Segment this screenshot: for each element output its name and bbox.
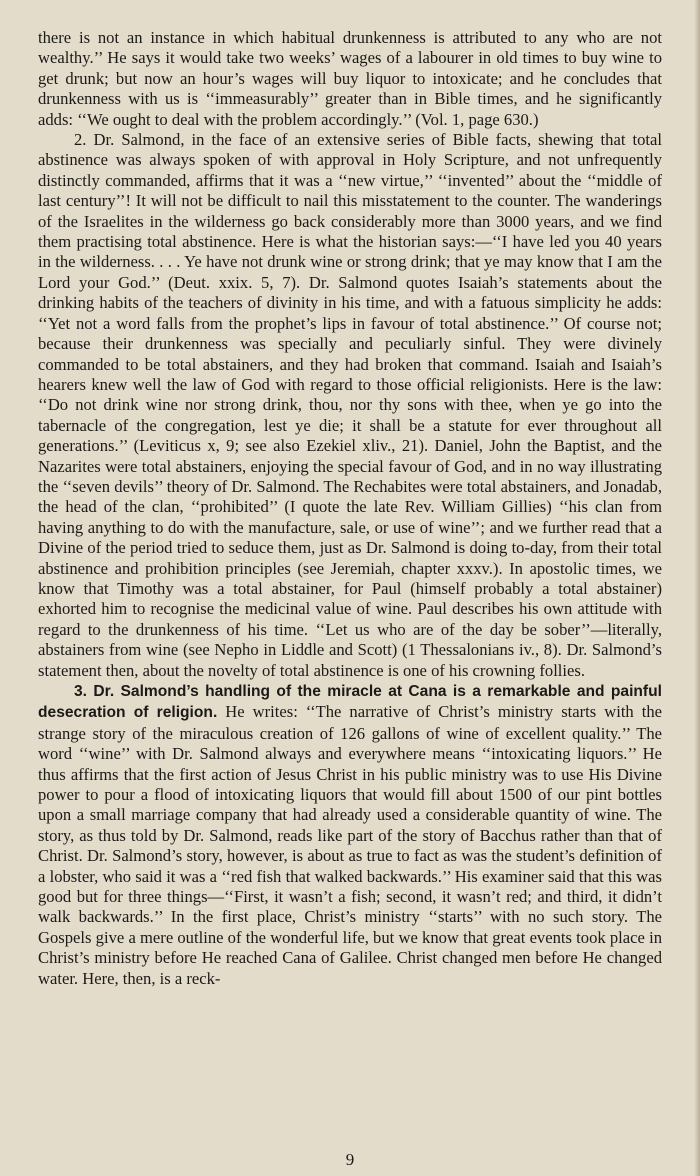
paragraph-1: there is not an instance in which habitual drunkenness is attributed to any who are not wealthy.’’ He says it would take two weeks’ wages of a labourer in old times to buy wine to get drunk; but now an hour’s wages will buy liquor to intoxicate; and he concludes that drunkenness with us is ‘‘immeasurably’’ greater than in Bible times, and he significantly adds: ‘‘We ought to deal with the problem accordingly.’’ (Vol. 1, page 630.) (38, 28, 662, 129)
paragraph-3 (38, 681, 662, 989)
page-body (38, 28, 662, 989)
paragraph-3-heading: 3. Dr. Salmond’s handling of the miracle at Cana is a remarkable and painful desecration of religion. (38, 683, 662, 722)
scan-edge (694, 0, 700, 1176)
paragraph-2: 2. Dr. Salmond, in the face of an extensive series of Bible facts, shewing that total abstinence was always spoken of with approval in Holy Scripture, and not unfrequently distinctly commanded, affirms that it was a ‘‘new virtue,’’ ‘‘invented’’ about the ‘‘middle of last century’’! It will not be difficult to nail this misstatement to the counter. The wanderings of the Israelites in the wilderness go back considerably more than 3000 years, and we find them practising total abstinence. Here is what the historian says:—‘‘I have led you 40 years in the wilderness. . . . Ye have not drunk wine or strong drink; that ye may know that I am the Lord your God.’’ (Deut. xxix. 5, 7). Dr. Salmond quotes Isaiah’s statements about the drinking habits of the teachers of divinity in his time, and with a fatuous simplicity he adds: ‘‘Yet not a word falls from the prophet’s lips in favour of total abstinence.’’ Of course not; because their drunkenness was specially and peculiarly sinful. They were divinely commanded to be total abstainers, and they had broken that command. Isaiah and Isaiah’s hearers knew well the law of God with regard to those official religionists. Here is the law: ‘‘Do not drink wine nor strong drink, thou, nor thy sons with thee, when ye go into the tabernacle of the congregation, lest ye die; it shall be a statute for ever throughout all generations.’’ (Leviticus x, 9; see also Ezekiel xliv., 21). Daniel, John the Baptist, and the Nazarites were total abstainers, enjoying the special favour of God, and in no way illustrating the ‘‘seven devils’’ theory of Dr. Salmond. The Rechabites were total abstainers, and Jonadab, the head of the clan, ‘‘prohibited’’ (I quote the late Rev. William Gillies) ‘‘his clan from having anything to do with the manufacture, sale, or use of wine’’; and we further read that a Divine of the period tried to seduce them, just as Dr. Salmond is doing to-day, from their total abstinence and prohibition principles (see Jeremiah, chapter xxxv.). In apostolic times, we know that Timothy was a total abstainer, for Paul (himself probably a total abstainer) exhorted him to recognise the medicinal value of wine. Paul describes his own attitude with regard to the drunkenness of his time. ‘‘Let us who are of the day be sober’’—literally, abstainers from wine (see Nepho in Liddle and Scott) (1 Thessalonians iv., 8). Dr. Salmond’s statement then, about the novelty of total abstinence is one of his crowning follies. (38, 130, 662, 680)
paragraph-3-body: He writes: ‘‘The narrative of Christ’s ministry starts with the strange story of the miraculous creation of 126 gallons of wine of excellent quality.’’ The word ‘‘wine’’ with Dr. Salmond always and everywhere means ‘‘intoxicating liquors.’’ He thus affirms that the first action of Jesus Christ in his public ministry was to use His Divine power to pour a flood of intoxicating liquors that would fill about 1500 of our pint bottles upon a small marriage company that had already used a considerable quantity of wine. The story, as thus told by Dr. Salmond, reads like part of the story of Bacchus rather than that of Christ. Dr. Salmond’s story, however, is about as true to fact as was the student’s definition of a lobster, who said it was a ‘‘red fish that walked backwards.’’ His examiner said that this was good but for three things—‘‘First, it wasn’t a fish; second, it wasn’t red; and third, it didn’t walk backwards.’’ In the first place, Christ’s ministry ‘‘starts’’ with no such story. The Gospels give a mere outline of the wonderful life, but we know that great events took place in Christ’s ministry before He reached Cana of Galilee. Christ changed men before He changed water. Here, then, is a reck- (38, 702, 662, 988)
page-number: 9 (345, 1150, 355, 1169)
